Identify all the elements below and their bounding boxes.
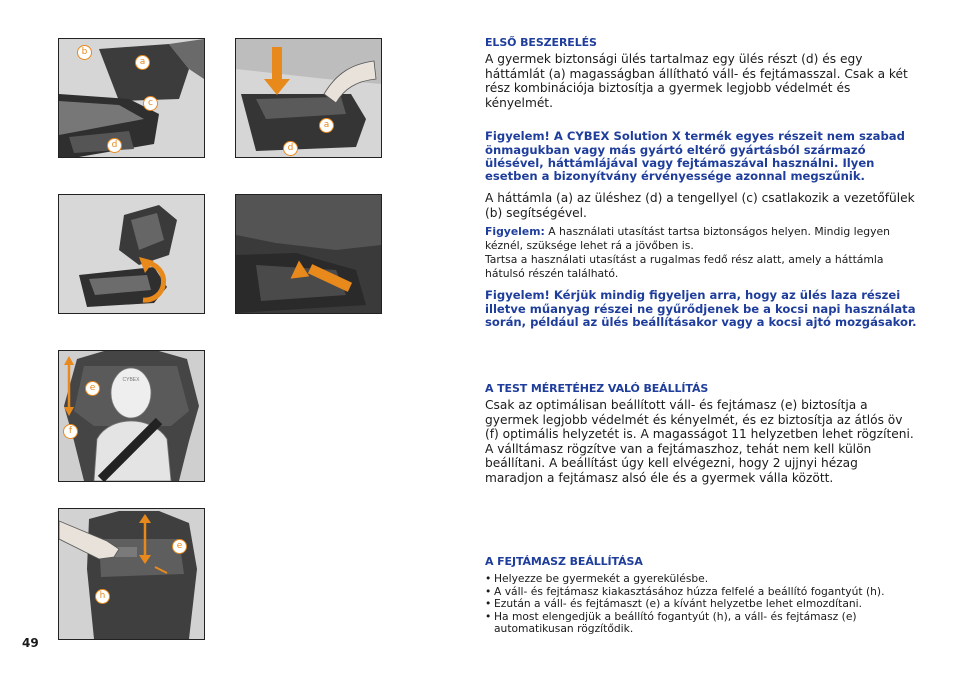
label-d: d xyxy=(283,141,298,156)
warning-text-2: Figyelem! Kérjük mindig figyeljen arra, hogy az ülés laza részei illetve műanyag részei ne gyűrődjenek be a kocsi napi használata során, például az ülés beállításakor vagy a kocsi ajtó mozgásakor. xyxy=(485,288,917,329)
note-label: Figyelem: xyxy=(485,225,545,239)
section-title: A TEST MÉRETÉHEZ VALÓ BEÁLLÍTÁS xyxy=(485,382,709,395)
figure-backrest-rotate xyxy=(58,194,205,314)
note-paragraph xyxy=(485,225,919,253)
figure-headrest-handle xyxy=(58,508,205,640)
figure-seat-parts xyxy=(58,38,205,158)
note-paragraph-2: Tartsa a használati utasítást a rugalmas fedő rész alatt, amely a háttámla hátulsó részén található. xyxy=(485,253,884,281)
instruction-list xyxy=(485,573,919,636)
section-body-size xyxy=(485,382,919,486)
section-first-install xyxy=(485,36,919,329)
figure-seat-push-down xyxy=(235,38,382,158)
mascot-brand: CYBEX xyxy=(122,377,140,383)
label-b: b xyxy=(77,45,92,60)
list-item: • Helyezze be gyermekét a gyerekülésbe. xyxy=(485,573,919,586)
section-headrest xyxy=(485,555,919,636)
label-f: f xyxy=(63,424,78,439)
warning-text: Figyelem! A CYBEX Solution X termék egyes részeit nem szabad önmagukban vagy más gyártó eltérő gyártásból származó ülésével, háttámlájával vagy fejtámaszával használni. Ilyen esetben a bizonyítvány érvényessége azonnal megszűnik. xyxy=(485,129,905,183)
figure-child-height xyxy=(58,350,205,482)
label-h: h xyxy=(95,589,110,604)
label-c: c xyxy=(143,96,158,111)
page-number: 49 xyxy=(22,636,39,650)
label-a: a xyxy=(135,55,150,70)
figure-seat-slide xyxy=(235,194,382,314)
list-item: • A váll- és fejtámasz kiakasztásához húzza felfelé a beállító fogantyút (h). xyxy=(485,586,919,599)
label-d: d xyxy=(107,138,122,153)
section-title: ELSŐ BESZERELÉS xyxy=(485,36,597,49)
paragraph: Csak az optimálisan beállított váll- és fejtámasz (e) biztosítja a gyermek legjobb védelmét és kényelmét, és ez biztosítja az átlós öv (f) optimális helyzetét is. A magasságot 11 helyzetben lehet rögzíteni. A válltámasz rögzítve van a fejtámaszhoz, tehát nem kell külön beállítani. A beállítást úgy kell elvégezni, hogy 2 ujjnyi hézag maradjon a fejtámasz alsó éle és a gyermek válla között. xyxy=(485,398,914,485)
list-item: • Ezután a váll- és fejtámaszt (e) a kívánt helyzetbe lehet elmozdítani. xyxy=(485,598,919,611)
intro-paragraph: A gyermek biztonsági ülés tartalmaz egy ülés részt (d) és egy háttámlát (a) magasságban állítható váll- és fejtámasszal. Csak a két rész kombinációja biztosítja a gyermek legjobb védelmét és kényelmét. xyxy=(485,52,908,110)
paragraph: A háttámla (a) az üléshez (d) a tengellyel (c) csatlakozik a vezetőfülek (b) segítségével. xyxy=(485,191,915,220)
section-title: A FEJTÁMASZ BEÁLLÍTÁSA xyxy=(485,555,643,568)
note-text: A használati utasítást tartsa biztonságos helyen. Mindig legyen kéznél, szüksége lehet rá a jövőben is. xyxy=(485,225,891,253)
label-a: a xyxy=(319,118,334,133)
label-e: e xyxy=(85,381,100,396)
label-e: e xyxy=(172,539,187,554)
list-item: • Ha most elengedjük a beállító fogantyút (h), a váll- és fejtámasz (e) automatikusan rögzítődik. xyxy=(485,611,919,636)
